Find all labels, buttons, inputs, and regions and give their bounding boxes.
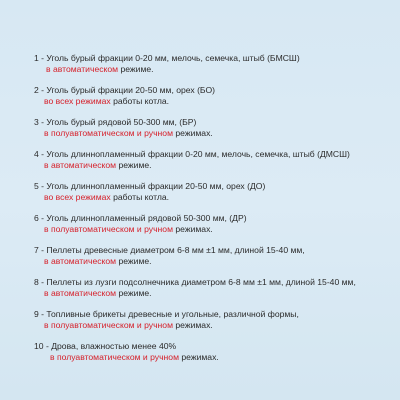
fuel-item-2	[34, 85, 396, 107]
fuel-item-mode	[34, 96, 396, 107]
mode-suffix: режимах.	[173, 320, 213, 330]
fuel-item-7	[34, 245, 396, 267]
fuel-item-mode	[34, 320, 396, 331]
mode-highlight: в полуавтоматическом и ручном	[44, 224, 173, 234]
fuel-item-6	[34, 213, 396, 235]
mode-highlight: в полуавтоматическом и ручном	[50, 352, 179, 362]
fuel-item-10	[34, 341, 396, 363]
fuel-item-mode	[34, 128, 396, 139]
fuel-item-title: 7 - Пеллеты древесные диаметром 6-8 мм ±1 мм, длиной 15-40 мм,	[34, 245, 305, 255]
fuel-item-mode	[34, 64, 396, 75]
fuel-item-title: 2 - Уголь бурый фракции 20-50 мм, орех (БО)	[34, 85, 216, 95]
fuel-item-title: 9 - Топливные брикеты древесные и угольные, различной формы,	[34, 309, 299, 319]
fuel-item-title: 8 - Пеллеты из лузги подсолнечника диаметром 6-8 мм ±1 мм, длиной 15-40 мм,	[34, 277, 356, 287]
fuel-item-title: 4 - Уголь длиннопламенный фракции 0-20 мм, мелочь, семечка, штыб (ДМСШ)	[34, 149, 350, 159]
mode-suffix: работы котла.	[110, 192, 170, 202]
fuel-item-title: 6 - Уголь длиннопламенный рядовой 50-300 мм, (ДР)	[34, 213, 247, 223]
mode-suffix: работы котла.	[110, 96, 170, 106]
mode-suffix: режимах.	[173, 224, 213, 234]
mode-suffix: режимах.	[173, 128, 213, 138]
fuel-item-mode	[34, 288, 396, 299]
fuel-item-4	[34, 149, 396, 171]
mode-suffix: режиме.	[116, 256, 152, 266]
mode-suffix: режиме.	[116, 288, 152, 298]
fuel-item-title: 5 - Уголь длиннопламенный фракции 20-50 мм, орех (ДО)	[34, 181, 266, 191]
fuel-item-1	[34, 53, 396, 75]
mode-highlight: в автоматическом	[44, 160, 117, 170]
mode-highlight: во всех режимах	[44, 192, 111, 202]
fuel-item-mode	[34, 256, 396, 267]
fuel-item-title: 1 - Уголь бурый фракции 0-20 мм, мелочь, семечка, штыб (БМСШ)	[34, 53, 300, 63]
mode-suffix: режиме.	[116, 160, 152, 170]
fuel-item-mode	[34, 224, 396, 235]
fuel-item-title: 10 - Дрова, влажностью менее 40%	[34, 341, 177, 351]
mode-suffix: режимах.	[179, 352, 219, 362]
mode-highlight: в автоматическом	[44, 256, 117, 266]
fuel-item-mode	[34, 192, 396, 203]
mode-highlight: в полуавтоматическом и ручном	[44, 128, 173, 138]
mode-suffix: режиме.	[118, 64, 154, 74]
fuel-item-3	[34, 117, 396, 139]
mode-highlight: в полуавтоматическом и ручном	[44, 320, 173, 330]
fuel-item-8	[34, 277, 396, 299]
fuel-item-mode	[34, 352, 396, 363]
fuel-item-9	[34, 309, 396, 331]
mode-highlight: в автоматическом	[44, 288, 117, 298]
fuel-item-5	[34, 181, 396, 203]
fuel-list	[34, 53, 396, 373]
fuel-item-mode	[34, 160, 396, 171]
fuel-item-title: 3 - Уголь бурый рядовой 50-300 мм, (БР)	[34, 117, 197, 127]
mode-highlight: во всех режимах	[44, 96, 111, 106]
mode-highlight: в автоматическом	[46, 64, 119, 74]
